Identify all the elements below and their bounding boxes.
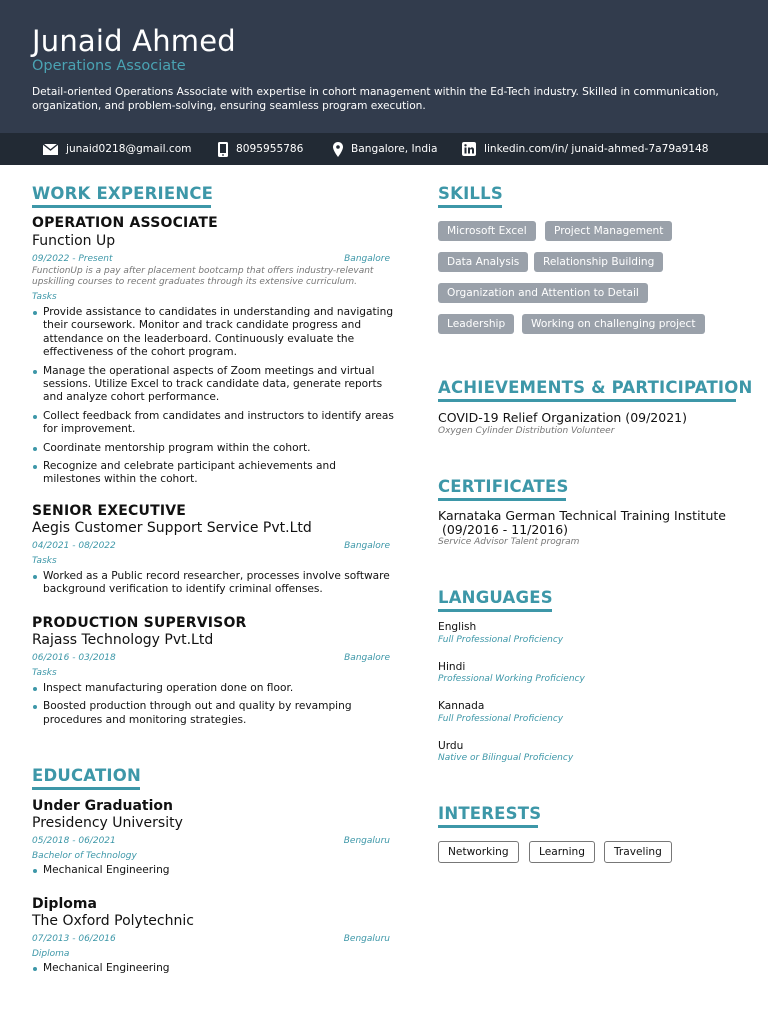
skills-heading: SKILLS: [438, 184, 503, 203]
contact-linkedin[interactable]: [462, 133, 709, 165]
phone-icon: [218, 142, 228, 157]
skill-tag: Relationship Building: [534, 252, 663, 272]
job-title: SENIOR EXECUTIVE: [32, 503, 187, 519]
languages-underline: [438, 609, 552, 612]
language-level: Full Professional Proficiency: [438, 635, 564, 645]
phone-text: 8095955786: [236, 143, 304, 155]
list-item: Boosted production through out and quality by revamping procedures and monitoring strategies.: [32, 700, 394, 727]
job-date: 09/2022 - Present: [32, 254, 113, 264]
list-item: Worked as a Public record researcher, processes involve software background verification to identify criminal offenses.: [32, 570, 394, 597]
interests-underline: [438, 825, 538, 828]
languages-heading: LANGUAGES: [438, 588, 553, 607]
contact-bar: [0, 133, 768, 165]
job-company: Aegis Customer Support Service Pvt.Ltd: [32, 520, 312, 536]
list-item: Mechanical Engineering: [32, 864, 394, 877]
achievements-underline: [438, 399, 736, 402]
linkedin-text: linkedin.com/in/ junaid-ahmed-7a79a9148: [484, 143, 709, 155]
location-pin-icon: [333, 142, 343, 157]
skill-tag: Leadership: [438, 314, 514, 334]
skill-tag: Microsoft Excel: [438, 221, 536, 241]
candidate-name: Junaid Ahmed: [32, 24, 236, 58]
achievements-heading: ACHIEVEMENTS & PARTICIPATION: [438, 378, 753, 397]
certificate-subtitle: Service Advisor Talent program: [438, 537, 580, 547]
certificates-underline: [438, 498, 566, 501]
contact-location: [333, 133, 438, 165]
education-subtitle: Bachelor of Technology: [32, 851, 137, 861]
achievement-subtitle: Oxygen Cylinder Distribution Volunteer: [438, 426, 615, 436]
job-date: 04/2021 - 08/2022: [32, 541, 116, 551]
education-underline: [32, 787, 140, 790]
certificate-title: Karnataka German Technical Training Institute: [438, 508, 726, 523]
job-date: 06/2016 - 03/2018: [32, 653, 116, 663]
resume-header: [0, 0, 768, 133]
interest-tag: Networking: [438, 841, 519, 863]
skill-tag: Data Analysis: [438, 252, 528, 272]
education-bullets: [32, 962, 394, 980]
list-item: Provide assistance to candidates in understanding and navigating their coursework. Monitor and track candidate progress and attendance on the leaderboard. Continuously evaluate the effectiveness of the cohort program.: [32, 306, 394, 360]
email-text: junaid0218@gmail.com: [66, 143, 192, 155]
interest-tag: Learning: [529, 841, 595, 863]
job-bullets: [32, 682, 394, 732]
education-school: Presidency University: [32, 815, 183, 831]
job-location: Bangalore: [344, 653, 390, 663]
work-experience-heading: WORK EXPERIENCE: [32, 184, 214, 203]
contact-phone[interactable]: [218, 133, 303, 165]
job-company: Function Up: [32, 233, 116, 249]
education-degree: Diploma: [32, 896, 97, 912]
skill-tag: Organization and Attention to Detail: [438, 283, 648, 303]
profile-summary: Detail-oriented Operations Associate with expertise in cohort management within the Ed-Tech industry. Skilled in communication, organization, and problem-solving, ensuring seamless program execution.: [32, 86, 719, 112]
interests-heading: INTERESTS: [438, 804, 542, 823]
list-item: Mechanical Engineering: [32, 962, 394, 975]
education-school: The Oxford Polytechnic: [32, 913, 194, 929]
education-subtitle: Diploma: [32, 949, 70, 959]
job-title: PRODUCTION SUPERVISOR: [32, 615, 247, 631]
tasks-label: Tasks: [32, 292, 57, 302]
education-location: Bengaluru: [343, 836, 390, 846]
job-company: Rajass Technology Pvt.Ltd: [32, 632, 214, 648]
education-date: 07/2013 - 06/2016: [32, 934, 116, 944]
job-bullets: [32, 306, 394, 492]
language-name: English: [438, 621, 477, 633]
language-level: Professional Working Proficiency: [438, 674, 585, 684]
job-description: FunctionUp is a pay after placement bootcamp that offers industry-relevant upskilling courses to recent graduates through its extensive curriculum.: [32, 266, 374, 287]
language-name: Kannada: [438, 700, 485, 712]
education-bullets: [32, 864, 394, 882]
certificate-dates: (09/2016 - 11/2016): [438, 522, 569, 537]
envelope-icon: [43, 144, 58, 155]
skill-tag: Working on challenging project: [522, 314, 705, 334]
education-location: Bengaluru: [343, 934, 390, 944]
list-item: Coordinate mentorship program within the cohort.: [32, 442, 394, 455]
contact-email[interactable]: [43, 133, 192, 165]
list-item: Manage the operational aspects of Zoom meetings and virtual sessions. Utilize Excel to track candidate data, generate reports and analyze cohort performance.: [32, 365, 394, 405]
education-degree: Under Graduation: [32, 798, 173, 814]
language-name: Hindi: [438, 661, 466, 673]
education-date: 05/2018 - 06/2021: [32, 836, 116, 846]
tasks-label: Tasks: [32, 556, 57, 566]
job-location: Bangalore: [344, 254, 390, 264]
skill-tag: Project Management: [545, 221, 672, 241]
education-heading: EDUCATION: [32, 766, 141, 785]
language-name: Urdu: [438, 740, 464, 752]
linkedin-icon: [462, 142, 476, 156]
skills-underline: [438, 205, 502, 208]
job-title: OPERATION ASSOCIATE: [32, 215, 218, 231]
job-location: Bangalore: [344, 541, 390, 551]
interest-tag: Traveling: [604, 841, 672, 863]
location-text: Bangalore, India: [351, 143, 438, 155]
list-item: Recognize and celebrate participant achievements and milestones within the cohort.: [32, 460, 394, 487]
job-bullets: [32, 570, 394, 602]
achievement-title: COVID-19 Relief Organization (09/2021): [438, 410, 687, 425]
work-experience-underline: [32, 205, 211, 208]
list-item: Inspect manufacturing operation done on floor.: [32, 682, 394, 695]
list-item: Collect feedback from candidates and instructors to identify areas for improvement.: [32, 410, 394, 437]
language-level: Full Professional Proficiency: [438, 714, 564, 724]
certificates-heading: CERTIFICATES: [438, 477, 569, 496]
candidate-role: Operations Associate: [32, 58, 186, 74]
language-level: Native or Bilingual Proficiency: [438, 753, 574, 763]
tasks-label: Tasks: [32, 668, 57, 678]
